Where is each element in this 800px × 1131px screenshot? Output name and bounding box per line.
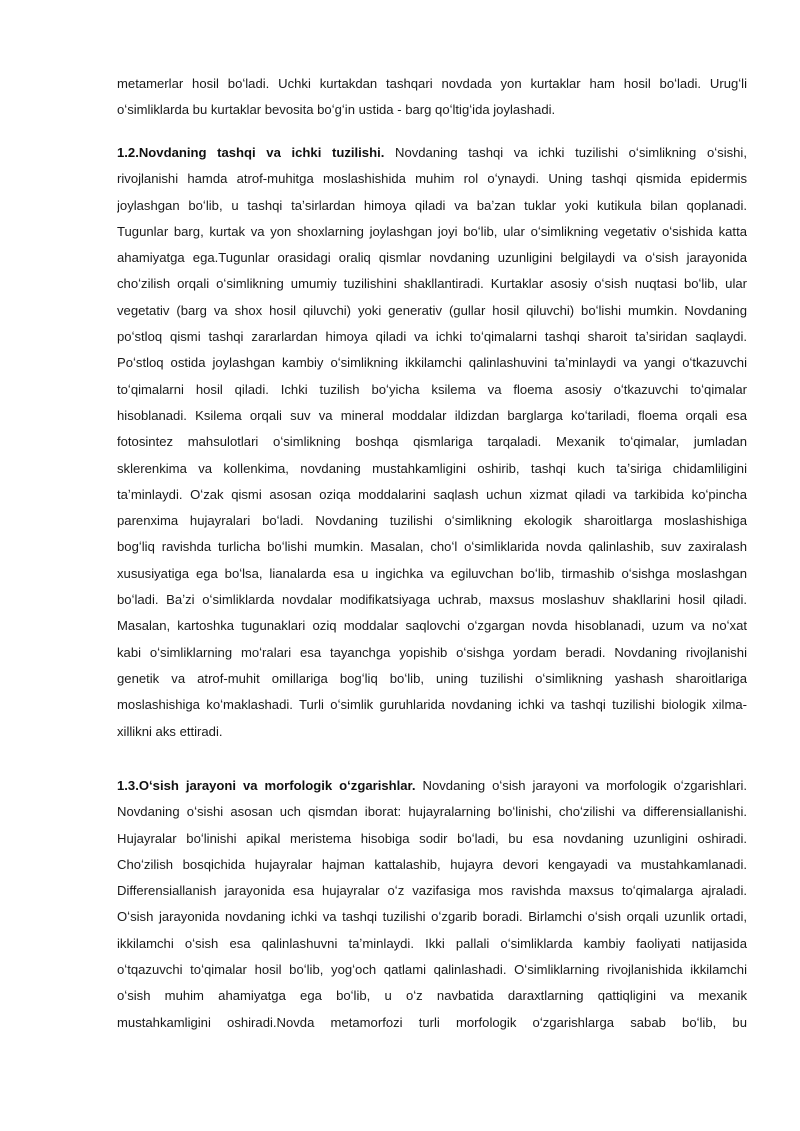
text-line bbox=[117, 140, 747, 166]
text-line: Poʻstloq ostida joylashgan kambiy oʻsimlikning ikkilamchi qalinlashuvini taʼminlaydi va yangi oʻtkazuvchi bbox=[117, 355, 747, 371]
text-line: Choʻzilish bosqichida hujayralar hajman kattalashib, hujayra devori kengayadi va mustahkamlanadi. bbox=[117, 856, 747, 872]
section-1-3-heading: 1.3.Oʻsish jarayoni va morfologik oʻzgarishlar. bbox=[117, 778, 416, 793]
text-line: Tugunlar barg, kurtak va yon shoxlarning joylashgan joyi boʻlib, ular oʻsimlikning vegetativ oʻsishida katta bbox=[117, 223, 747, 239]
text-line: parenxima hujayralari boʻladi. Novdaning tuzilishi oʻsimlikning ekologik sharoitlarga moslashishiga bbox=[117, 513, 747, 529]
text-line: Differensiallanish jarayonida esa hujayralar oʻz vazifasiga mos ravishda maxsus toʻqimalarga ajraladi. bbox=[117, 883, 747, 899]
section-1-3 bbox=[117, 773, 747, 1036]
text-line: ikkilamchi oʻsish esa qalinlashuvni taʼminlaydi. Ikki pallali oʻsimliklarda kambiy faoliyati natijasida bbox=[117, 935, 747, 951]
text-line: Masalan, kartoshka tugunaklari oziq moddalar saqlovchi oʻzgargan novda hisoblanadi, uzum va noʻxat bbox=[117, 618, 747, 634]
text-line: ahamiyatga ega.Tugunlar orasidagi oraliq qismlar novdaning uzunligini belgilaydi va oʻsish jarayonida bbox=[117, 250, 747, 266]
text-line: kabi oʻsimliklarning moʻralari esa tayanchga yopishib oʻsishga yordam beradi. Novdaning rivojlanishi bbox=[117, 644, 747, 660]
text-line: oʻsimliklarda bu kurtaklar bevosita boʻgʻin ustida - barg qoʻltigʻida joylashadi. bbox=[117, 102, 556, 118]
paragraph-intro bbox=[117, 71, 747, 124]
text-line: boʻladi. Baʼzi oʻsimliklarda novdalar modifikatsiyaga uchrab, maxsus moslashuv shakllarini hosil qiladi. bbox=[117, 592, 747, 608]
text-line: rivojlanishi hamda atrof-muhitga moslashishida muhim rol oʻynaydi. Uning tashqi qismida epidermis bbox=[117, 171, 747, 187]
text-line: fotosintez mahsulotlari oʻsimlikning boshqa qismlariga tarqaladi. Mexanik toʻqimalar, jumladan bbox=[117, 434, 747, 450]
text-line: taʼminlaydi. Oʻzak qismi asosan oziqa moddalarini saqlash uchun xizmat qiladi va tarkibida koʻpincha bbox=[117, 486, 747, 502]
text-line: Hujayralar boʻlinishi apikal meristema hisobiga sodir boʻladi, bu esa novdaning uzunligini oshiradi. bbox=[117, 830, 747, 846]
text-line: Novdaning oʻsishi asosan uch qismdan iborat: hujayralarning boʻlinishi, choʻzilishi va differensiallanishi. bbox=[117, 804, 747, 820]
text-line bbox=[117, 773, 747, 799]
text-line: sklerenkima va kollenkima, novdaning mustahkamligini oshirib, tashqi kuch taʼsiriga chidamliligini bbox=[117, 460, 747, 476]
paragraph-intro-body bbox=[117, 71, 747, 124]
text-line: vegetativ (barg va shox hosil qiluvchi) yoki generativ (gullar hosil qiluvchi) boʻlishi mumkin. Novdaning bbox=[117, 302, 747, 318]
text-line: toʻqimalarni hosil qiladi. Ichki tuzilish boʻyicha ksilema va floema asosiy oʻtkazuvchi toʻqimalar bbox=[117, 381, 747, 397]
text-line: mustahkamligini oshiradi.Novda metamorfozi turli morfologik oʻzgarishlarga sabab boʻlib, bu bbox=[117, 1014, 747, 1030]
section-1-2-heading: 1.2.Novdaning tashqi va ichki tuzilishi. bbox=[117, 145, 385, 160]
text-line: choʻzilish orqali oʻsimlikning umumiy tuzilishini shakllantiradi. Kurtaklar asosiy oʻsish nuqtasi boʻlib, ular bbox=[117, 276, 747, 292]
text-line: joylashgan boʻlib, u tashqi taʼsirlardan himoya qiladi va baʼzan tuklar yoki kutikula bilan qoplanadi. bbox=[117, 197, 747, 213]
section-1-2 bbox=[117, 140, 747, 745]
section-1-2-first-line: Novdaning tashqi va ichki tuzilishi oʻsimlikning oʻsishi, bbox=[384, 145, 747, 160]
text-line: xillikni aks ettiradi. bbox=[117, 723, 223, 739]
text-line: metamerlar hosil boʻladi. Uchki kurtakdan tashqari novdada yon kurtaklar ham hosil boʻladi. Urugʻli bbox=[117, 76, 747, 91]
section-1-3-body bbox=[117, 773, 747, 1036]
text-line: oʻtqazuvchi toʻqimalar hosil boʻlib, yogʻoch qatlami qalinlashadi. Oʻsimliklarning rivojlanishida ikkilamchi bbox=[117, 962, 747, 978]
text-line: Oʻsish jarayonida novdaning ichki va tashqi tuzilishi oʻzgarib boradi. Birlamchi oʻsish orqali uzunlik ortadi, bbox=[117, 909, 747, 925]
section-1-3-first-line: Novdaning oʻsish jarayoni va morfologik oʻzgarishlari. bbox=[415, 778, 747, 793]
text-line: xususiyatiga ega boʻlsa, lianalarda esa u ingichka va egiluvchan boʻlib, tirmashib oʻsishga moslashgan bbox=[117, 565, 747, 581]
section-1-2-body bbox=[117, 140, 747, 745]
text-line: oʻsish muhim ahamiyatga ega boʻlib, u oʻz navbatida daraxtlarning qattiqligini va mexanik bbox=[117, 988, 747, 1004]
text-line: moslashishiga koʻmaklashadi. Turli oʻsimlik guruhlarida novdaning ichki va tashqi tuzilishi biologik xilma- bbox=[117, 697, 747, 713]
text-line: bogʻliq ravishda turlicha boʻlishi mumkin. Masalan, choʻl oʻsimliklarida novda qalinlashib, suv zaxiralash bbox=[117, 539, 747, 555]
text-line: poʻstloq qismi tashqi zararlardan himoya qiladi va ichki toʻqimalarni tashqi sharoit taʼsiridan saqlaydi. bbox=[117, 329, 747, 345]
text-line: genetik va atrof-muhit omillariga bogʻliq boʻlib, uning tuzilishi oʻsimlikning yashash sharoitlariga bbox=[117, 670, 747, 686]
text-line: hisoblanadi. Ksilema orqali suv va mineral moddalar ildizdan barglarga koʻtariladi, floema orqali esa bbox=[117, 407, 747, 423]
